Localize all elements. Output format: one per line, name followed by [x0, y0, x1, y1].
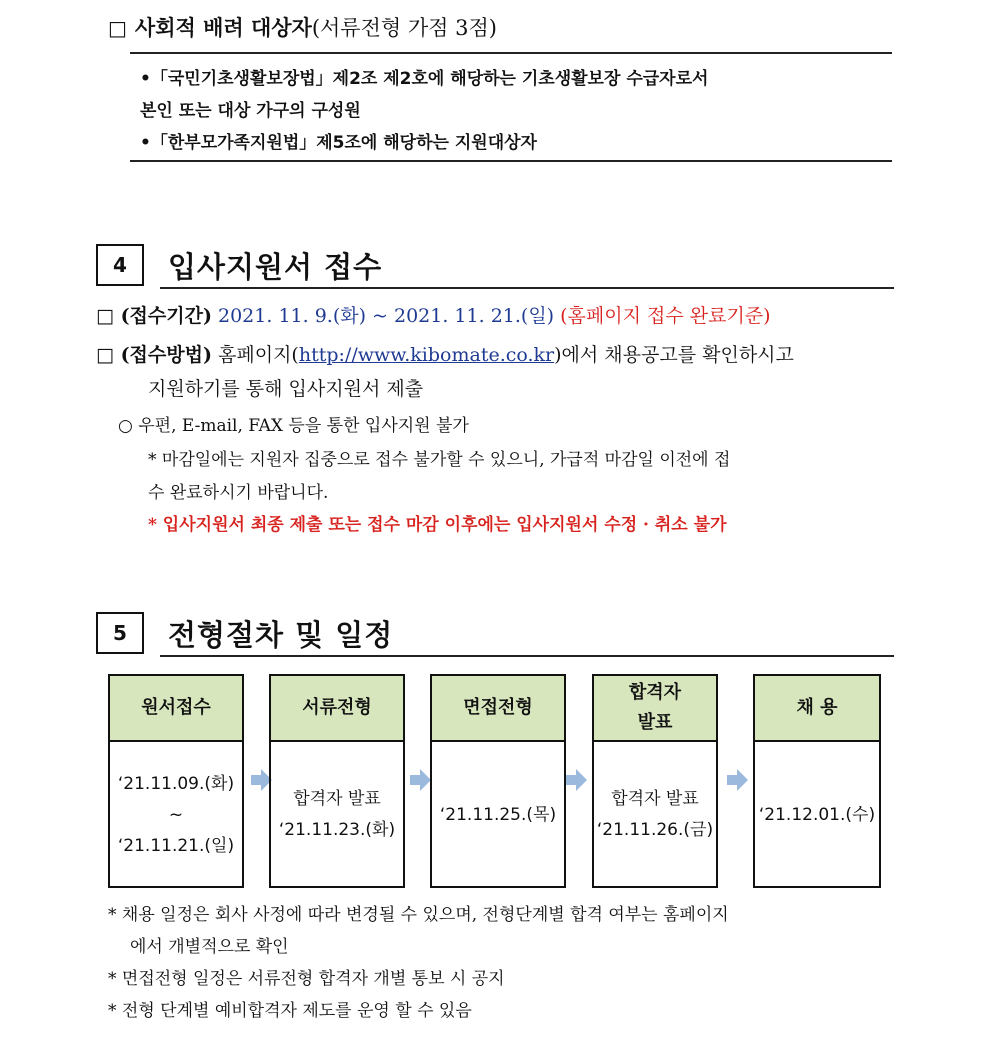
section-number-5: 5: [96, 612, 144, 654]
note-2-warning: * 입사지원서 최종 제출 또는 접수 마감 이후에는 입사지원서 수정 · 취소 불가: [148, 515, 727, 535]
social-item-1: •「국민기초생활보장법」제2조 제2호에 해당하는 기초생활보장 수급자로서: [140, 69, 709, 89]
step-body: [110, 742, 242, 888]
flow-arrow-icon: [727, 768, 749, 792]
period-value: 2021. 11. 9.(화) ~ 2021. 11. 21.(일): [211, 305, 555, 327]
step-date: ‘21.11.25.(목): [439, 804, 557, 825]
step-title: 원서접수: [141, 697, 211, 718]
step-title: 채 용: [796, 697, 838, 718]
note-1-line-2: 수 완료하시기 바랍니다.: [148, 483, 329, 503]
step-final-announcement: [592, 674, 718, 888]
flow-arrow-icon: [410, 768, 432, 792]
circle-item: ○ 우편, E-mail, FAX 등을 통한 입사지원 불가: [118, 416, 469, 436]
schedule-note-1-cont: 에서 개별적으로 확인: [130, 937, 289, 957]
step-title: 합격자: [628, 682, 682, 703]
step-body: [755, 742, 879, 888]
period-line: [96, 301, 771, 328]
step-date-separator: ~: [168, 804, 184, 825]
social-item-1-cont: 본인 또는 대상 가구의 구성원: [140, 101, 361, 121]
divider-top: [130, 52, 892, 54]
step-title: 면접전형: [463, 697, 533, 718]
step-header: [594, 676, 716, 742]
method-prefix: 홈페이지(: [211, 344, 299, 366]
step-text: 합격자 발표: [293, 789, 381, 809]
section-title-4: 입사지원서 접수: [168, 250, 383, 284]
step-document-screening: [269, 674, 405, 888]
method-line-2: 지원하기를 통해 입사지원서 제출: [148, 378, 424, 400]
social-section-heading: [108, 12, 497, 42]
note-1-line-1: * 마감일에는 지원자 집중으로 접수 불가할 수 있으니, 가급적 마감일 이전에 접: [148, 450, 731, 470]
method-line: [96, 340, 794, 367]
schedule-note-1: * 채용 일정은 회사 사정에 따라 변경될 수 있으며, 전형단계별 합격 여부는 홈페이지: [108, 905, 729, 925]
step-date: ‘21.11.09.(화): [117, 773, 235, 794]
step-date: ‘21.11.23.(화): [278, 820, 396, 840]
step-interview: [430, 674, 566, 888]
step-header: [432, 676, 564, 742]
step-text: 합격자 발표: [611, 789, 699, 809]
section-title-5: 전형절차 및 일정: [168, 618, 394, 652]
flow-arrow-icon: [566, 768, 588, 792]
section-4-underline: [160, 287, 894, 289]
schedule-note-2: * 면접전형 일정은 서류전형 합격자 개별 통보 시 공지: [108, 969, 505, 989]
step-body: [594, 742, 716, 888]
section-number-4: 4: [96, 244, 144, 286]
step-title-line-2: 발표: [637, 712, 673, 733]
social-item-2: •「한부모가족지원법」제5조에 해당하는 지원대상자: [140, 133, 537, 153]
step-title: 서류전형: [302, 697, 372, 718]
step-application: [108, 674, 244, 888]
period-note: (홈페이지 접수 완료기준): [554, 305, 771, 327]
step-header: [755, 676, 879, 742]
step-header: [110, 676, 242, 742]
method-suffix: )에서 채용공고를 확인하시고: [554, 344, 794, 366]
step-body: [432, 742, 564, 888]
schedule-note-3: * 전형 단계별 예비합격자 제도를 운영 할 수 있음: [108, 1001, 472, 1021]
step-date: ‘21.11.21.(일): [117, 835, 235, 856]
period-label: □ (접수기간): [96, 305, 212, 327]
step-header: [271, 676, 403, 742]
social-subtitle: (서류전형 가점 3점): [311, 16, 497, 40]
step-date: ‘21.11.26.(금): [596, 820, 714, 840]
social-title: 사회적 배려 대상자: [134, 16, 312, 40]
step-date: ‘21.12.01.(수): [758, 804, 876, 825]
method-label: □ (접수방법): [96, 344, 212, 366]
section-5-underline: [160, 655, 894, 657]
divider-bottom: [130, 160, 892, 162]
homepage-link[interactable]: http://www.kibomate.co.kr: [298, 344, 555, 366]
checkbox-glyph: □: [108, 16, 127, 40]
step-body: [271, 742, 403, 888]
step-hiring: [753, 674, 881, 888]
